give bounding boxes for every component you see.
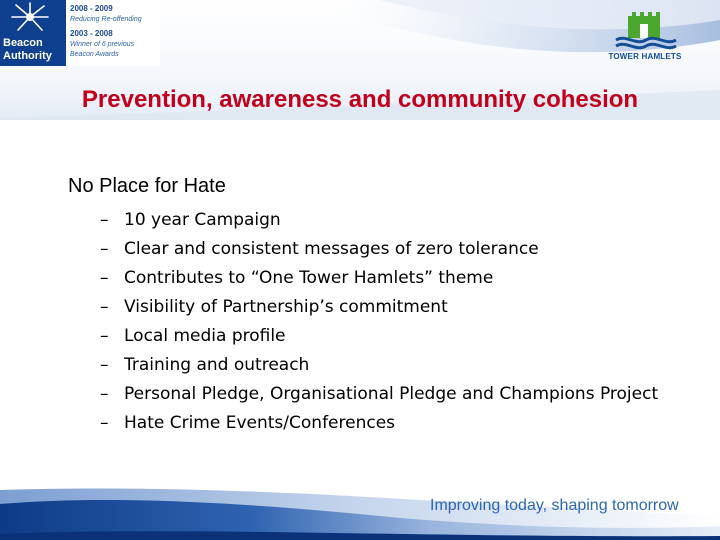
award-desc-2: Winner of 6 previous [70,41,135,48]
bullet-text: Hate Crime Events/Conferences [124,413,396,433]
beacon-name [3,37,67,63]
beacon-name-line1: Beacon [3,37,43,49]
footer-band [0,460,720,540]
dash-marker: – [100,413,109,433]
section-heading: No Place for Hate [68,175,226,197]
bullet-item [100,380,660,409]
bullet-text: Clear and consistent messages of zero tolerance [124,239,539,259]
award-desc-3: Beacon Awards [70,51,119,58]
beacon-logo-panel [0,0,66,66]
beacon-name-line2: Authority [3,50,52,62]
bullet-text: Contributes to “One Tower Hamlets” theme [124,268,494,288]
bullet-list [100,206,660,438]
bullet-text: Training and outreach [124,355,310,375]
dash-marker: – [100,326,109,346]
beacon-authority-badge [0,0,160,66]
bullet-item [100,293,660,322]
tower-hamlets-name: TOWER HAMLETS [608,52,682,61]
slide-title: Prevention, awareness and community cohesion [81,86,639,113]
bullet-item [100,235,660,264]
beacon-awards-panel [67,0,160,66]
award-year-1: 2008 - 2009 [70,4,113,13]
bullet-item [100,206,660,235]
dash-marker: – [100,297,109,317]
bullet-text: Local media profile [124,326,286,346]
tower-hamlets-emblem-icon [600,8,690,52]
dash-marker: – [100,210,109,230]
award-desc-1: Reducing Re-offending [70,16,142,23]
bullet-item [100,409,660,438]
beacon-star-icon [0,0,66,40]
footer-tagline: Improving today, shaping tomorrow [430,497,679,514]
bullet-item [100,264,660,293]
award-year-2: 2003 - 2008 [70,29,113,38]
bullet-text: Personal Pledge, Organisational Pledge and Champions Project [124,384,659,404]
bullet-text: Visibility of Partnership’s commitment [124,297,448,317]
tower-hamlets-logo [600,8,690,64]
dash-marker: – [100,355,109,375]
bullet-text: 10 year Campaign [124,210,281,230]
dash-marker: – [100,268,109,288]
dash-marker: – [100,239,109,259]
bullet-item [100,351,660,380]
dash-marker: – [100,384,109,404]
bullet-item [100,322,660,351]
